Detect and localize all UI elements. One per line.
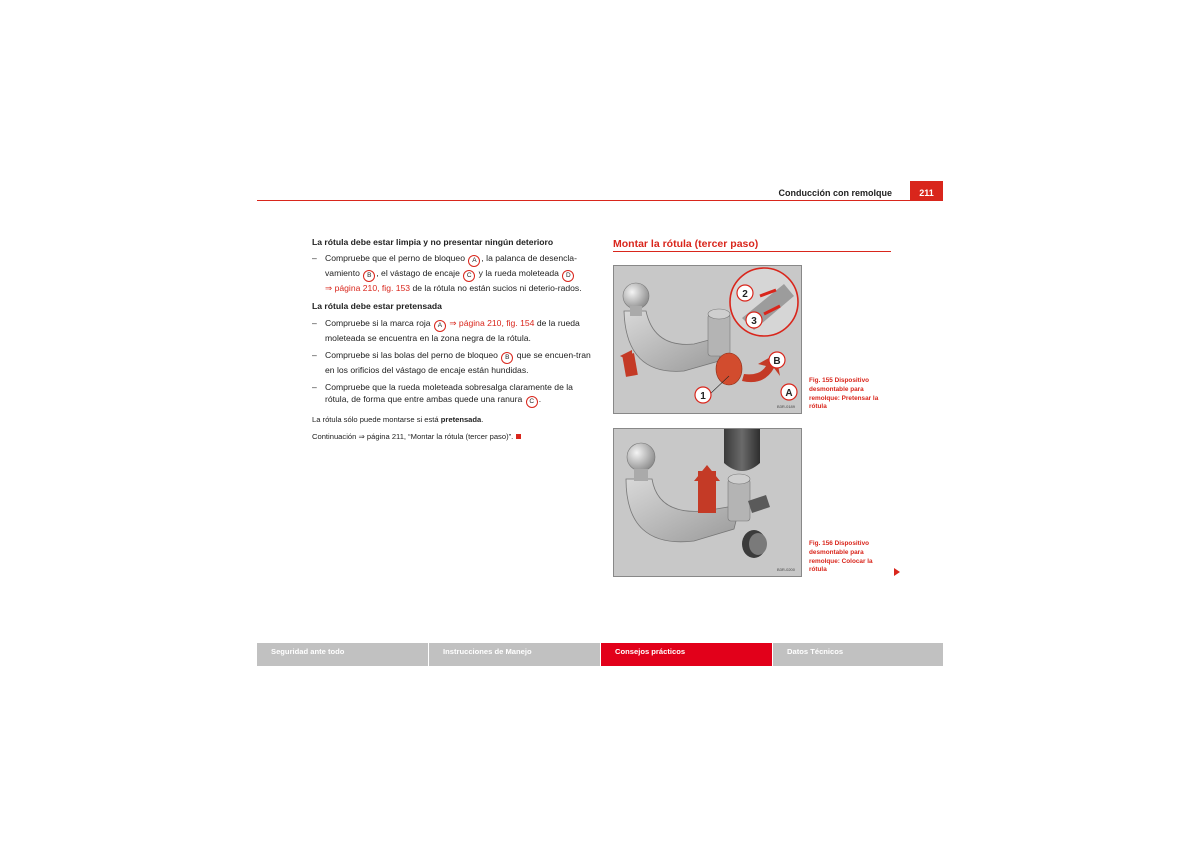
text: Compruebe si las bolas del perno de bloqueo: [325, 349, 498, 360]
caption-text: Dispositivo desmontable para remolque: Colocar la rótula: [809, 540, 873, 574]
text: , el vástago de encaje: [376, 268, 460, 279]
footer-tab-technical[interactable]: Datos Técnicos: [773, 643, 943, 666]
svg-text:B: B: [773, 356, 781, 367]
text: La rótula sólo puede montarse si está: [312, 415, 441, 425]
callout-b: B: [363, 270, 375, 282]
page-link[interactable]: ⇒ página 210, fig. 153: [325, 283, 411, 294]
figure-155: [613, 265, 802, 414]
text: que se encuen-tran en los orificios del vástago de encaje están hundidas.: [325, 349, 591, 375]
callout-b: [769, 352, 785, 368]
callout-a: A: [468, 255, 480, 267]
page-link[interactable]: ⇒ página 210, fig. 154: [446, 317, 535, 328]
figure-label: Fig. 155: [809, 377, 833, 384]
section-title: Montar la rótula (tercer paso): [613, 238, 759, 250]
header-title: Conducción con remolque: [778, 188, 892, 198]
list-item: [312, 349, 592, 376]
left-column: [312, 236, 592, 448]
figure-label: Fig. 156: [809, 540, 833, 547]
footer-tab-safety[interactable]: Seguridad ante todo: [257, 643, 428, 666]
section-heading-pretension: La rótula debe estar pretensada: [312, 301, 442, 312]
list-item: [312, 381, 592, 408]
continuation: [312, 431, 592, 442]
text: Compruebe si la marca roja: [325, 317, 431, 328]
footer-tab-tips[interactable]: Consejos prácticos: [601, 643, 772, 666]
svg-text:A: A: [785, 388, 793, 399]
continue-arrow-icon: [894, 568, 900, 576]
figure-155-caption: [809, 377, 887, 412]
figure-156: [613, 428, 802, 577]
page-number: 211: [910, 181, 943, 201]
callout-3: [746, 312, 762, 328]
tow-hitch-pretension-illustration: [614, 266, 801, 413]
text: de la rueda moleteada se encuentra en la zona negra de la rótula.: [325, 317, 580, 343]
callout-b: B: [501, 352, 513, 364]
end-mark-icon: [516, 434, 521, 439]
list-clean: [312, 252, 592, 294]
text: Compruebe que el perno de bloqueo: [325, 253, 465, 264]
note: [312, 414, 592, 425]
list-pretension: [312, 317, 592, 409]
list-item: [312, 252, 592, 294]
section-rule: [613, 251, 891, 252]
callout-2: [737, 285, 753, 301]
callout-a: A: [434, 320, 446, 332]
footer-tab-operation[interactable]: Instrucciones de Manejo: [429, 643, 600, 666]
figure-code: B3R-0189: [776, 404, 795, 409]
bold-text: pretensada: [440, 415, 482, 425]
figure-156-caption: [809, 540, 887, 575]
text: de la rótula no están sucios ni deterio-rados.: [410, 283, 582, 294]
continuation-link[interactable]: Continuación ⇒ página 211, “Montar la rótula (tercer paso)”.: [312, 432, 514, 442]
svg-text:2: 2: [742, 289, 748, 300]
text: y la rueda moleteada: [476, 268, 559, 279]
svg-text:3: 3: [751, 316, 757, 327]
header-rule: [257, 200, 943, 201]
callout-a: [781, 384, 797, 400]
text: .: [538, 394, 542, 405]
caption-text: Dispositivo desmontable para remolque: Pretensar la rótula: [809, 377, 879, 411]
tow-hitch-insert-illustration: [614, 429, 801, 576]
text: .: [481, 415, 484, 425]
section-heading-clean: La rótula debe estar limpia y no presentar ningún deterioro: [312, 237, 554, 247]
svg-text:1: 1: [700, 391, 706, 402]
figure-code: B3R-0200: [776, 567, 795, 572]
list-item: [312, 317, 592, 344]
text: Compruebe que la rueda moleteada sobresalga claramente de la rótula, de forma que entre ambas quede una ranura: [325, 382, 573, 405]
text: , la palanca de desencla-vamiento: [325, 253, 577, 279]
callout-c: C: [526, 396, 538, 408]
callout-d: D: [562, 270, 574, 282]
callout-c: C: [463, 270, 475, 282]
